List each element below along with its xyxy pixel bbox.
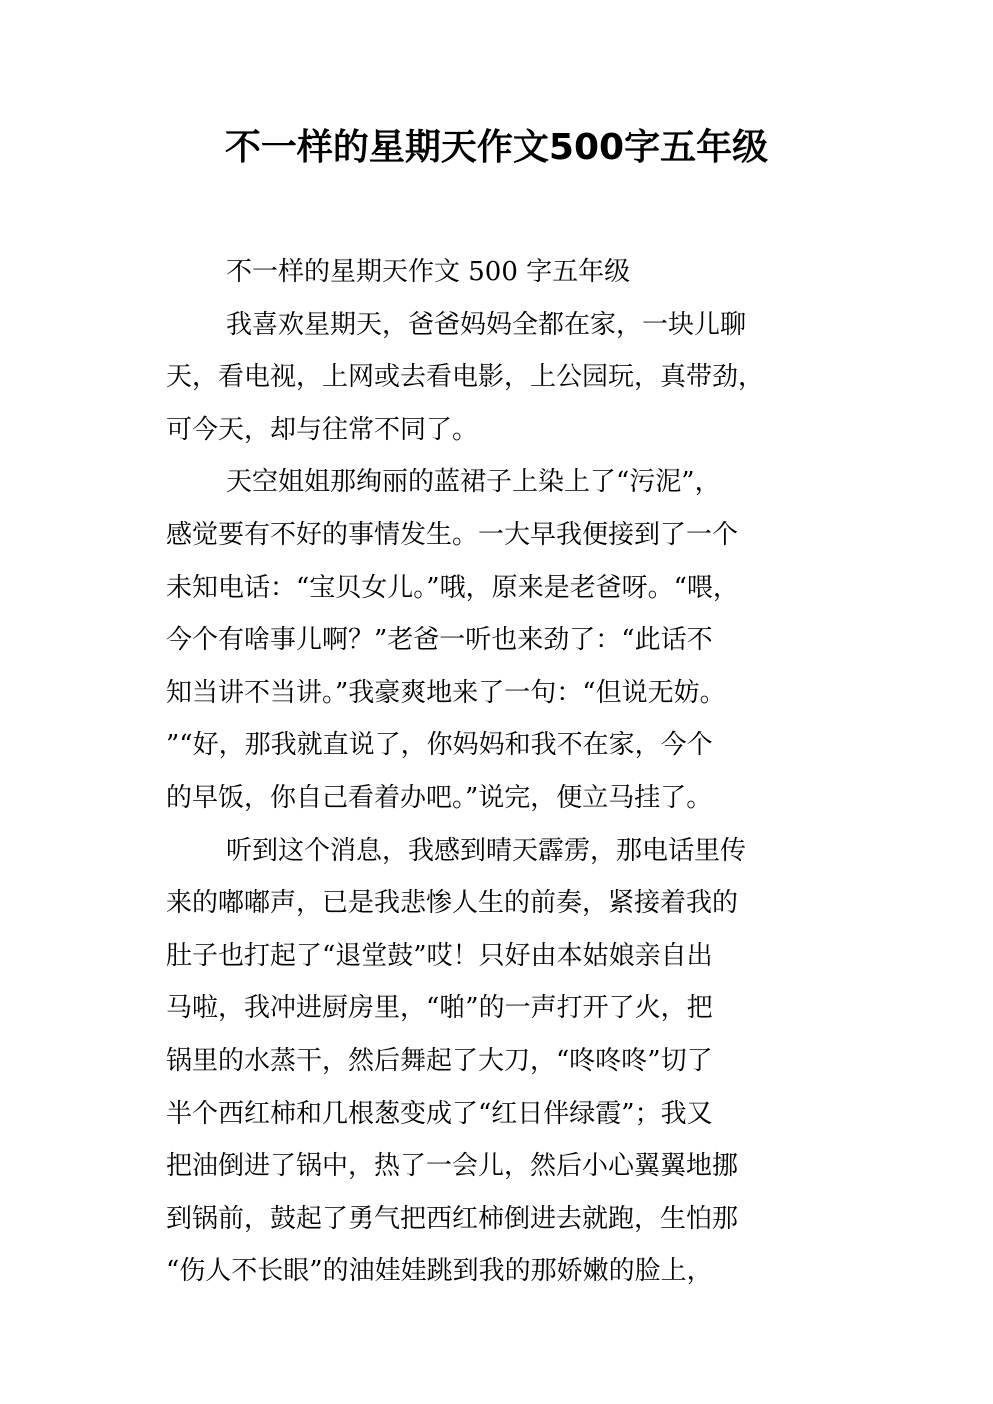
body-line: 知当讲不当讲。”我豪爽地来了一句：“但说无妨。 <box>166 677 726 708</box>
body-line: 来的嘟嘟声，已是我悲惨人生的前奏，紧接着我的 <box>166 888 739 919</box>
body-line: ”“好，那我就直说了，你妈妈和我不在家，今个 <box>166 730 713 761</box>
body-line: 今个有啥事儿啊？”老爸一听也来劲了：“此话不 <box>166 625 713 656</box>
body-line: 我喜欢星期天，爸爸妈妈全都在家，一块儿聊 <box>226 309 747 340</box>
body-line: 可今天，却与往常不同了。 <box>166 414 479 445</box>
body-line: 到锅前，鼓起了勇气把西红柿倒进去就跑，生怕那 <box>166 1203 739 1234</box>
body-line: 天空姐姐那绚丽的蓝裙子上染上了“污泥”， <box>226 467 721 498</box>
body-line: 未知电话：“宝贝女儿。”哦，原来是老爸呀。“喂， <box>166 572 739 603</box>
body-line: 马啦，我冲进厨房里，“啪”的一声打开了火，把 <box>166 993 713 1024</box>
body-line: “伤人不长眼”的油娃娃跳到我的那娇嫩的脸上， <box>166 1256 713 1287</box>
body-line: 肚子也打起了“退堂鼓”哎！只好由本姑娘亲自出 <box>166 940 713 971</box>
body-line: 锅里的水蒸干，然后舞起了大刀，“咚咚咚”切了 <box>166 1045 713 1076</box>
body-line: 半个西红柿和几根葱变成了“红日伴绿霞”；我又 <box>166 1098 713 1129</box>
body-line: 把油倒进了锅中，热了一会儿，然后小心翼翼地挪 <box>166 1151 739 1182</box>
document-title: 不一样的星期天作文500字五年级 <box>224 127 769 168</box>
body-line: 感觉要有不好的事情发生。一大早我便接到了一个 <box>166 519 739 550</box>
body-line: 听到这个消息，我感到晴天霹雳，那电话里传 <box>226 835 747 866</box>
body-line: 天，看电视，上网或去看电影，上公园玩，真带劲， <box>166 362 765 393</box>
body-line: 的早饭，你自己看着办吧。”说完，便立马挂了。 <box>166 782 713 813</box>
document-body <box>166 246 838 1298</box>
body-line: 不一样的星期天作文 500 字五年级 <box>226 257 631 287</box>
